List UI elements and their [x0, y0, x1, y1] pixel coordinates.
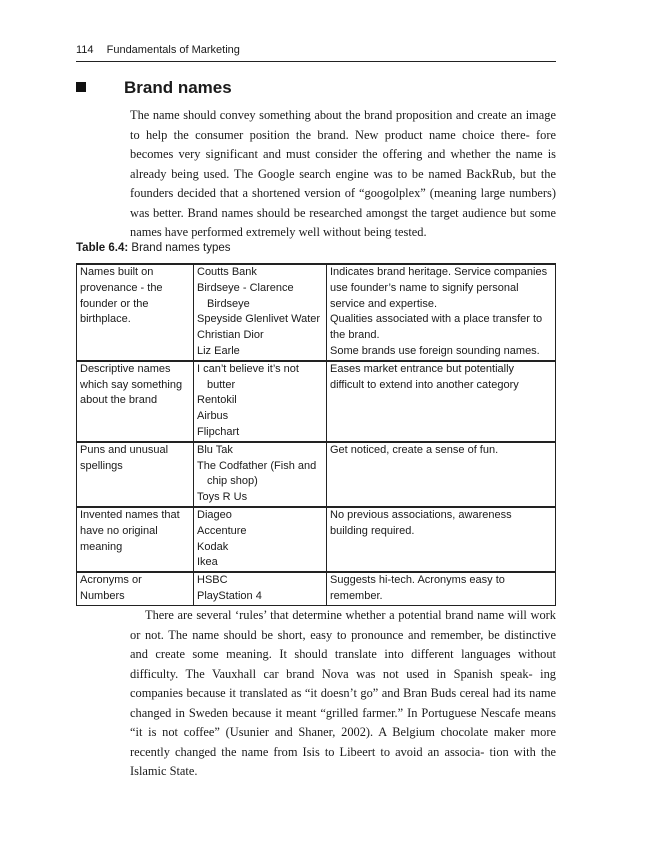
- table-caption-label: Table 6.4:: [76, 242, 129, 254]
- notes-cell: Suggests hi-tech. Acronyms easy to remember.: [327, 572, 556, 605]
- type-cell: Descriptive names which say something about the brand: [77, 361, 194, 442]
- notes-cell: Get noticed, create a sense of fun.: [327, 442, 556, 507]
- table-caption: [76, 242, 231, 254]
- examples-cell: Diageo Accenture Kodak Ikea: [194, 507, 327, 572]
- table-row: [77, 361, 556, 442]
- table-row: [77, 442, 556, 507]
- square-bullet-icon: [76, 82, 86, 92]
- table-row: [77, 507, 556, 572]
- type-cell: Invented names that have no original meaning: [77, 507, 194, 572]
- notes-cell: No previous associations, awareness building required.: [327, 507, 556, 572]
- running-header: [76, 44, 556, 62]
- type-cell: Puns and unusual spellings: [77, 442, 194, 507]
- notes-cell: Indicates brand heritage. Service companies use founder’s name to signify personal service and expertise. Qualities associated with a place transfer to the brand. Some brands use foreign sounding names.: [327, 264, 556, 361]
- section-title: Brand names: [124, 78, 232, 97]
- table-row: [77, 264, 556, 361]
- book-title: Fundamentals of Marketing: [106, 44, 240, 56]
- examples-cell: HSBC PlayStation 4: [194, 572, 327, 605]
- examples-cell: I can’t believe it’s not butter Rentokil Airbus Flipchart: [194, 361, 327, 442]
- type-cell: Acronyms or Numbers: [77, 572, 194, 605]
- intro-paragraph: The name should convey something about the brand proposition and create an image to help the consumer position the brand. New product name choice there- fore becomes very significant and must consider the offering and whether the name is already being used. The Google search engine was to be named BackRub, but the founders decided that a shortened version of “googolplex” (meaning large numbers) was better. Brand names should be researched amongst the target audience but some names have performed extremely well without being tested.: [130, 108, 556, 239]
- table-row: [77, 572, 556, 605]
- table-caption-text: Brand names types: [131, 242, 231, 254]
- examples-cell: Coutts Bank Birdseye - Clarence Birdseye Speyside Glenlivet Water Christian Dior Liz Earle: [194, 264, 327, 361]
- rules-paragraph: There are several ‘rules’ that determine whether a potential brand name will work or not. The name should be short, easy to pronounce and remember, be distinctive and create some meaning. It should translate into different languages without difficulty. The Vauxhall car brand Nova was not used in Spanish speak- ing companies because it translated as “it doesn’t go” and Bran Buds cereal had its name changed in Sweden because it meant “grilled farmer.” In Portuguese Nescafe means “it is not coffee” (Usunier and Shaner, 2002). A Belgium chocolate maker more recently changed the name from Isis to Libeert to avoid an associa- tion with the Islamic State.: [130, 608, 557, 778]
- type-cell: Names built on provenance - the founder or the birthplace.: [77, 264, 194, 361]
- notes-cell: Eases market entrance but potentially difficult to extend into another category: [327, 361, 556, 442]
- page-number: 114: [76, 44, 94, 56]
- examples-cell: Blu Tak The Codfather (Fish and chip shop) Toys R Us: [194, 442, 327, 507]
- section-heading: [76, 78, 232, 98]
- brand-names-table: [76, 263, 556, 606]
